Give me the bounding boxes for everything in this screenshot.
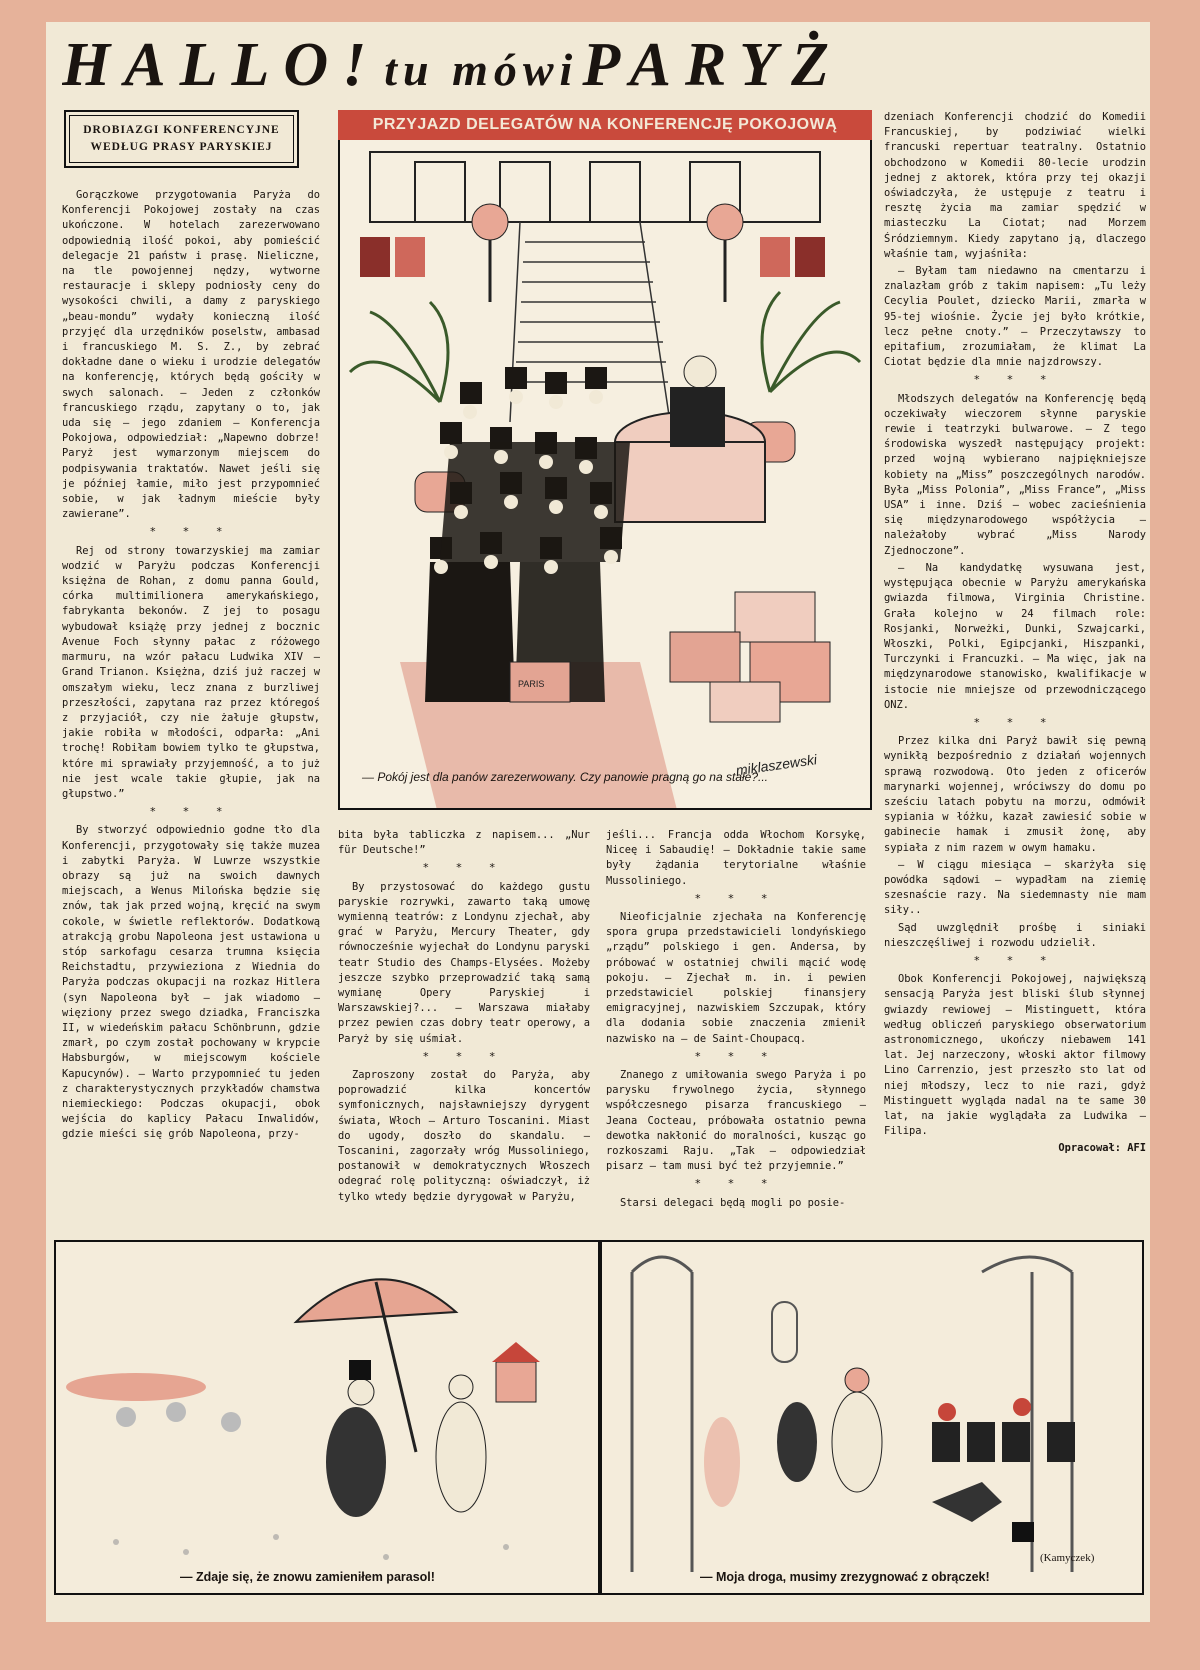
- col1-paragraph-1: Gorączkowe przygotowania Paryża do Konferencji Pokojowej zostały na czas ukończone. W hotelach zarezerwowano odpowiednią ilość pokoi, aby pomieścić delegacje 21 państw i prasę. Nieliczne, na tle powojennej nędzy, wytworne restauracje i sklepy podniosły ceny do wysokości chwili, a damy z paryskiego „beau-mondu” wydały konieczną ilość przyjęć dla urzędników poselstw, ambasad i francuskiego M. S. Z., by zebrać dokładne dane o wieku i urodzie delegatów na konferencję, których będą gościły w swych salonach. — Jeden z członków francuskiego rządu, zapytany o to, jak uda się — jego zdaniem — Konferencja Pokojowa, odpowiedział: „Napewno dobrze! Paryż jest wymarzonym miejscem do podpisywania traktatów. Nawet jeśli się je później łamie, miło jest przypomnieć sobie, w jak ładnym mieście były zawierane”.: [62, 189, 320, 521]
- subtitle-line-1: DROBIAZGI KONFERENCYJNE: [83, 124, 280, 136]
- col3-paragraph-2: Nieoficjalnie zjechała na Konferencję spora grupa przedstawicieli londyńskiego „rządu” polskiego i gen. Andersa, by próbować w ostatniej chwili mącić wodę pokoju. — Zjechał m. in. i pewien przedstawiciel polskiej finansjery emigracyjnej, nazwiskiem Szczupak, który dla dodania sobie znaczenia zmienił nazwisko na — de Saint-Choupacq.: [606, 911, 866, 1045]
- subtitle-box: [64, 110, 299, 168]
- col2-paragraph-3: Zaproszony został do Paryża, aby poprowadzić kilka koncertów symfonicznych, najsławniejszy dyrygent świata, Włoch — Arturo Toscanini. Miast do ugody, doszło do skandalu. — Toscanini, zagorzały wróg Mussoliniego, postanowił w demokratycznych Włoszech odegrać rolę polityczną: oświadczył, iż tylko wtedy będzie dyrygował w Paryżu,: [338, 1069, 590, 1203]
- col4-paragraph-5: Przez kilka dni Paryż bawił się pewną wynikłą bezpośrednio z działań wojennych sprawą rozwodową. Oto jeden z oficerów marynarki wojennej, wróciwszy do domu po sześciu latach pobytu na morzu, odmówił sypiania w łóżku, kazał zawiesić sobie w gabinecie hamak i zmusił żonę, aby sypiała z nim razem w owym hamaku.: [884, 735, 1146, 854]
- separator-stars: * * *: [973, 715, 1057, 729]
- column-4: [884, 110, 1146, 1230]
- column-3: [606, 828, 866, 1228]
- separator-stars: * * *: [149, 525, 233, 539]
- cartoon-title: PRZYJAZD DELEGATÓW NA KONFERENCJĘ POKOJOWĄ: [338, 110, 872, 140]
- col4-paragraph-8: Obok Konferencji Pokojowej, największą sensacją Paryża jest bliski ślub słynnej gwiazdy rewiowej — Mistinguett, która według obliczeń paryskiego obserwatorium astronomicznego, ukończy niebawem 141 lat. Jej narzeczony, włoski aktor filmowy Lino Carrenzio, jest przeszło sto lat od niej młodszy, lecz to nie razi, gdyż Mistinguett wygląda nadal na te same 30 lat, na jakie wyglądała za Ludwika — Filipa.: [884, 973, 1146, 1138]
- separator-stars: * * *: [422, 1049, 506, 1063]
- main-cartoon: [338, 110, 872, 810]
- col3-paragraph-3: Znanego z umiłowania swego Paryża i po parysku frywolnego życia, słynnego współczesnego pisarza francuskiego — Jeana Cocteau, próbowała ostatnio pewna dewotka nakłonić do moralności, kusząc go rozkoszami Raju. „Tak — odpowiedział pisarz — tam musi być też przyjemnie.”: [606, 1069, 866, 1173]
- cartoonist-signature: miklaszewski: [734, 751, 818, 779]
- cartoon-illustration: [340, 142, 870, 808]
- cartoonist-credit: (Kamyczek): [1040, 1552, 1095, 1564]
- col2-paragraph-2: By przystosować do każdego gustu paryskie rozrywki, zawarto taką umowę wymienną teatrów: z Londynu zjechał, aby grać w Paryżu, Mercury Theater, gdy równocześnie wyjechał do Londynu paryski teatr Studio des Champs-Elysées. Możeby jeszcze szybko przeprowadzić taką samą wymianę Opery Paryskiej i Warszawskiej?... — Warszawa miałaby przez pewien czas dobry teatr operowy, a Paryż by się uśmiał.: [338, 880, 590, 1045]
- title-tu-mowi: tu mówi: [384, 44, 579, 95]
- separator-stars: * * *: [149, 805, 233, 819]
- col4-paragraph-4: — Na kandydatkę wysuwana jest, występująca obecnie w Paryżu amerykańska gwiazda filmowa, Virginia Christine. Grała kolejno w 24 filmach role: Rosjanki, Norweżki, Dunki, Szwajcarki, Włoszki, Polki, Egipcjanki, Hiszpanki, Turczynki i Francuzki. — Ma więc, jak na międzynarodowe stanowisko, kwalifikacje w istocie nie mniejsze od przewodniczącego ONZ.: [884, 561, 1146, 711]
- cartoon-caption: — Pokój jest dla panów zarezerwowany. Czy panowie pragną go na stałe?...: [362, 770, 769, 784]
- separator-stars: * * *: [694, 891, 778, 905]
- col3-paragraph-1: jeśli... Francja odda Włochom Korsykę, Niceę i Sabaudię! — Dokładnie takie same były żądania terytorialne właśnie Mussoliniego.: [606, 829, 866, 887]
- title-hallo: HALLO!: [62, 31, 381, 98]
- col4-paragraph-2: — Byłam tam niedawno na cmentarzu i znalazłam grób z takim napisem: „Tu leży Cecylia Poulet, dziecko Marii, zmarła w 95-tej wiośnie. Życie jej było krótkie, lecz pełne cnoty.” — Przeczytawszy to epitafium, zrozumiałam, że klimat La Ciotat będzie dla mnie najzdrowszy.: [884, 265, 1146, 369]
- separator-stars: * * *: [973, 373, 1057, 387]
- col4-paragraph-3: Młodszych delegatów na Konferencję będą oczekiwały wieczorem słynne paryskie rewie i teatrzyki bulwarowe. — Z tego środowiska wyszedł następujący projekt: przed wojną wybierano najpiękniejsze kobiety na „Miss” poszczególnych narodów. Była „Miss Polonia”, „Miss France”, „Miss USA” i inne. Dziś — wobec zacieśnienia się międzynarodowego współżycia — należałoby wybrać „Miss Narody Zjednoczone”.: [884, 392, 1146, 557]
- right-cartoon-illustration: [602, 1242, 1142, 1593]
- col1-paragraph-2: Rej od strony towarzyskiej ma zamiar wodzić w Paryżu podczas Konferencji księżna de Rohan, z domu panna Gould, córka multimilionera amerykańskiego, fabrykanta bekonów. Z jej to posagu wybudował książę przy jednej z bocznic Avenue Foch słynny pałac z różowego marmuru, na wzór pałacu Ludwika XIV — Grand Trianon. Księżna, dziś już raczej w omszałym wieku, lecz znana z burzliwej przeszłości, zapytana raz przez któregoś z przyjaciół, czy nie żałuje głupstw, jakie robiła w młodości, odparła: „Ani trochę! Robiłam bowiem tylko te głupstwa, które mi sprawiały przyjemność, a to już nie jest wcale takie głupie, jak na głupstwo.”: [62, 544, 320, 800]
- col4-paragraph-7: Sąd uwzględnił prośbę i siniaki nieszczęśliwej i rozwodu udzielił.: [884, 921, 1146, 949]
- author-signature: Opracował: AFI: [1058, 1142, 1146, 1155]
- column-2: [338, 828, 590, 1228]
- col1-paragraph-3: By stworzyć odpowiednio godne tło dla Konferencji, przygotowały się także muzea i zabytki Paryża. W Luwrze wszystkie obrazy są już na swoich dawnych miejscach, a Wenus Milońska będzie się znów, tak jak przed wojną, kręcić na swym cokole, w świetle reflektorów. Dodatkową atrakcją grobu Napoleona jest ustawiona u stóp sarkofagu cesarza trumna księcia Reichstadtu, przywieziona z Wiednia do Paryża podczas okupacji na rozkaz Hitlera (syn Napoleona był — jak wiadomo — więziony przez swego dziadka, Franciszka II, w wiedeńskim pałacu Schönbrunn, gdzie zmarł, po czym został pochowany w krypcie Habsburgów, w miejscowym kościele Kapucynów). — Warto przypomnieć tu jeden z charakterystycznych przykładów chamstwa niemieckiego: Podczas okupacji, obok wejścia do kaplicy Pałacu Inwalidów, gdzie mieści się grób Napoleona, przy-: [62, 824, 320, 1141]
- suitcase-label: PARIS: [518, 679, 545, 689]
- title-paryz: PARYŻ: [582, 31, 843, 98]
- right-panel-caption: — Moja droga, musimy zrezygnować z obrączek!: [700, 1570, 990, 1584]
- separator-stars: * * *: [422, 861, 506, 875]
- left-cartoon-illustration: [56, 1242, 596, 1593]
- bottom-divider: [598, 1240, 602, 1595]
- subtitle-line-2: WEDŁUG PRASY PARYSKIEJ: [90, 141, 273, 153]
- separator-stars: * * *: [694, 1177, 778, 1191]
- separator-stars: * * *: [973, 953, 1057, 967]
- column-1: [62, 188, 320, 1238]
- masthead: [62, 30, 1152, 98]
- col2-paragraph-1: bita była tabliczka z napisem... „Nur für Deutsche!”: [338, 829, 590, 857]
- col4-paragraph-1: dzeniach Konferencji chodzić do Komedii Francuskiej, by podziwiać wielki francuski repertuar teatralny. Ostatnio obchodzono w Komedii 80-lecie urodzin jednej z aktorek, która przy tej okazji oświadczyła, że ustępuje z teatru i resztę życia ma zamiar spędzić w miasteczku La Ciotat; nad Morzem Śródziemnym. Kiedy zapytano ją, dlaczego właśnie tam, wyjaśniła:: [884, 111, 1146, 260]
- col4-paragraph-6: — W ciągu miesiąca — skarżyła się powódka sądowi — wypadłam na ziemię szesnaście razy. Na siedemnasty nie mam siły..: [884, 858, 1146, 917]
- left-panel-caption: — Zdaje się, że znowu zamieniłem parasol!: [180, 1570, 435, 1584]
- col3-paragraph-4: Starsi delegaci będą mogli po posie-: [620, 1196, 846, 1209]
- separator-stars: * * *: [694, 1049, 778, 1063]
